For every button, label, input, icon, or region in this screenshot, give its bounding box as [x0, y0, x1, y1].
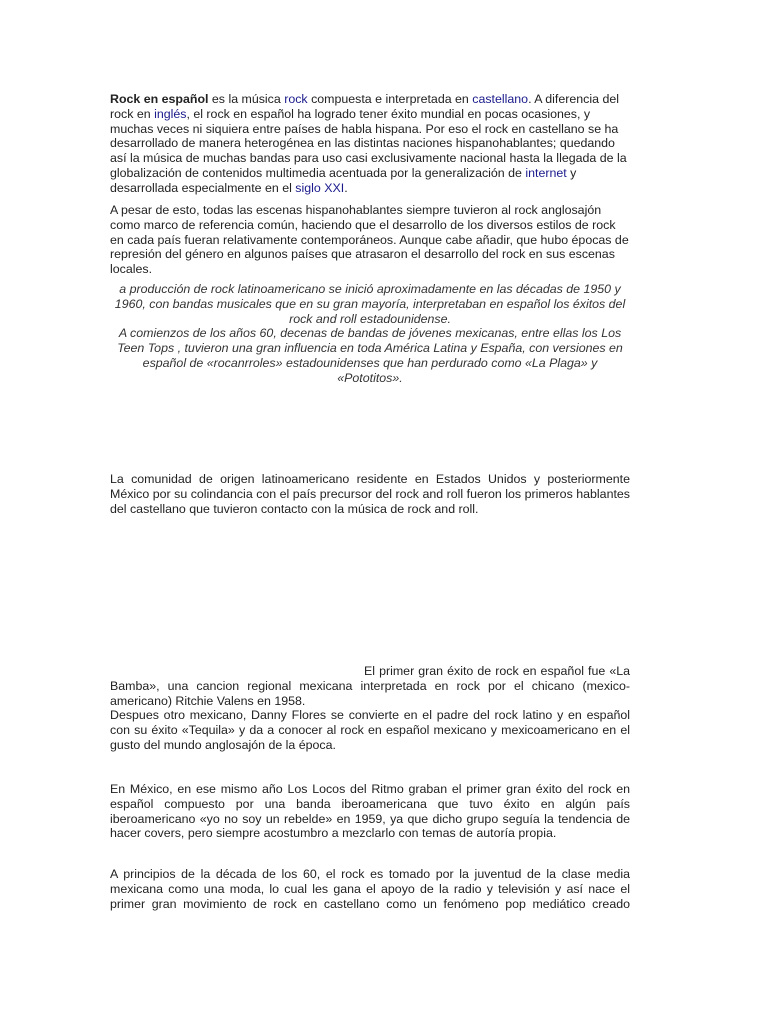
paragraph-la-bamba — [110, 664, 630, 753]
la-bamba-text — [110, 664, 630, 708]
link-siglo-xxi[interactable]: siglo XXI — [295, 180, 345, 195]
intro-text-6: . — [344, 180, 348, 195]
intro-text-3: . A diferencia del rock en — [110, 92, 619, 121]
intro-text-5: y desarrollada especialmente en el — [110, 165, 577, 195]
quote-block — [110, 282, 630, 385]
intro-text-1: es la música — [208, 92, 285, 106]
quote-line-2: A comienzos de los años 60, decenas de bandas de jóvenes mexicanas, entre ellas los Los Teen Tops , tuvieron una gran influencia en toda América Latina y España, con versiones en español de «rocanrroles» estadounidenses que han perdurado como «La Plaga» y «Pototitos». — [117, 326, 623, 385]
paragraph-decada-60: A principios de la década de los 60, el rock es tomado por la juventud de la clase media mexicana como una moda, lo cual les gana el apoyo de la radio y televisión y así nace el primer gran movimiento de rock en castellano como un fenómeno pop mediático creado — [110, 867, 630, 911]
link-internet[interactable]: internet — [525, 165, 567, 180]
intro-text-2: compuesta e interpretada en — [307, 92, 473, 106]
paragraph-locos-del-ritmo: En México, en ese mismo año Los Locos del Ritmo graban el primer gran éxito del rock en español compuesto por una banda iberoamericana que tuvo éxito en algún país iberoamericano «yo no soy un rebelde» en 1959, ya que dicho grupo seguía la tendencia de hacer covers, pero siempre acostumbro a mezclarlo con temas de autoría propia. — [110, 782, 630, 841]
intro-text-4: , el rock en español ha logrado tener éxito mundial en pocas ocasiones, y muchas veces ni siquiera entre países de habla hispana. Por eso el rock en castellano se ha desarrollado de manera heterogénea en las distintas naciones hispanohablantes; quedando así la música de muchas bandas para uso casi exclusivamente nacional hasta la llegada de la globalización de contenidos multimedia acentuada por la generalización de — [110, 106, 627, 180]
link-castellano[interactable]: castellano — [472, 92, 529, 106]
link-ingles[interactable]: inglés — [154, 106, 187, 121]
intro-paragraph — [110, 92, 630, 195]
paragraph-anglosajon: A pesar de esto, todas las escenas hispanohablantes siempre tuvieron al rock anglosajón como marco de referencia común, haciendo que el desarrollo de los diversos estilos de rock en cada país fueran relativamente contemporáneos. Aunque cabe añadir, que hubo épocas de represión del género en algunos países que atrasaron el desarrollo del rock en sus escenas locales. — [110, 203, 629, 276]
paragraph-comunidad: La comunidad de origen latinoamericano residente en Estados Unidos y posteriormente México por su colindancia con el país precursor del rock and roll fueron los primeros hablantes del castellano que tuvieron contacto con la música de rock and roll. — [110, 472, 630, 516]
quote-line-1: a producción de rock latinoamericano se inició aproximadamente en las décadas de 1950 y 1960, con bandas musicales que en su gran mayoría, interpretaban en español los éxitos del rock and roll estadounidense. — [114, 282, 626, 326]
link-rock[interactable]: rock — [284, 92, 308, 106]
la-bamba-part-1: El primer gran éxito de rock en español fue «La Bamba», una cancion regional mexicana interpretada en rock por el chicano (mexico-americano) Ritchie Valens en 1958. — [110, 664, 630, 708]
bold-term: Rock en español — [110, 92, 209, 106]
danny-flores-text: Despues otro mexicano, Danny Flores se convierte en el padre del rock latino y en español con su éxito «Tequila» y da a conocer al rock en español mexicano y mexicoamericano en el gusto del mundo anglosajón de la época. — [110, 708, 630, 752]
